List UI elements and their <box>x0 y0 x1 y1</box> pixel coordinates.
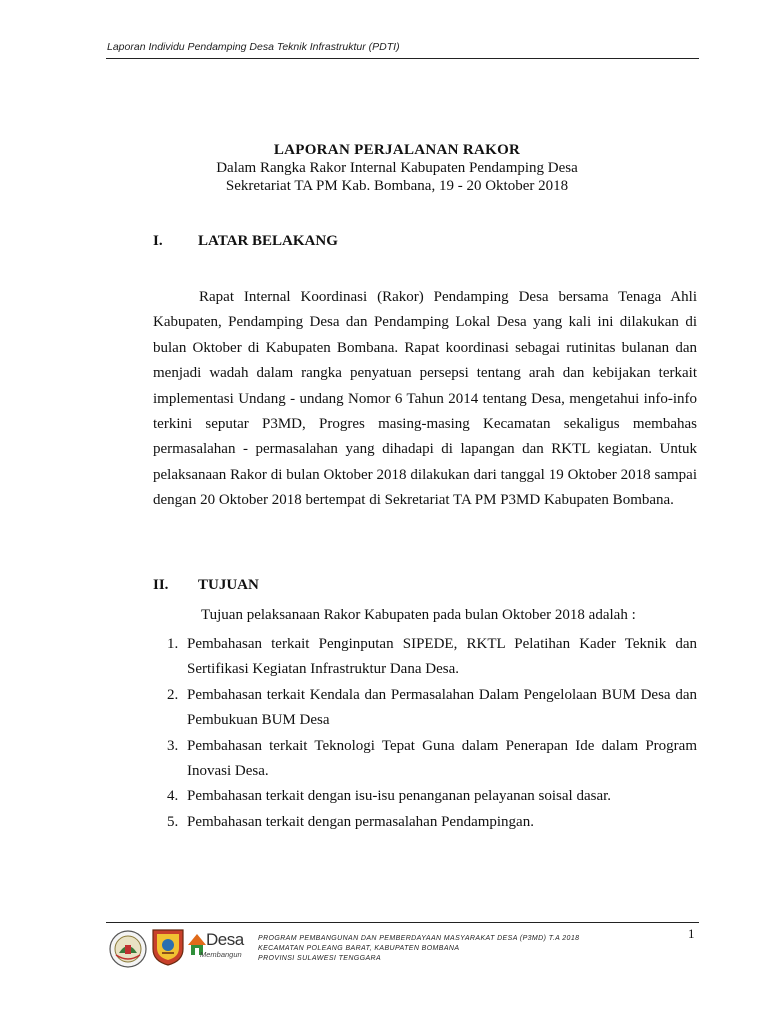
section-1-heading: LATAR BELAKANG <box>198 233 338 249</box>
document-subtitle-1: Dalam Rangka Rakor Internal Kabupaten Pendamping Desa <box>216 160 578 176</box>
list-item-number: 3. <box>167 737 179 754</box>
list-item <box>153 683 697 734</box>
list-item-number: 5. <box>167 813 179 830</box>
logo-subtext: Membangun <box>200 950 242 959</box>
section-2-heading: TUJUAN <box>198 577 259 593</box>
list-item <box>153 810 697 835</box>
list-item-number: 1. <box>167 636 179 652</box>
running-header: Laporan Individu Pendamping Desa Teknik Infrastruktur (PDTI) <box>107 41 400 53</box>
footer-line-1: PROGRAM PEMBANGUNAN DAN PEMBERDAYAAN MASYARAKAT DESA (P3MD) T.A 2018 <box>258 935 580 942</box>
footer-line-2: KECAMATAN POLEANG BARAT, KABUPATEN BOMBANA <box>258 945 460 952</box>
document-subtitle-2: Sekretariat TA PM Kab. Bombana, 19 - 20 Oktober 2018 <box>225 178 569 194</box>
list-item <box>153 632 697 683</box>
objectives-list <box>153 632 697 835</box>
list-item-text: Pembahasan terkait Teknologi Tepat Guna dalam Penerapan Ide dalam Program Inovasi Desa. <box>187 737 697 780</box>
list-item-text: Pembahasan terkait dengan permasalahan Pendampingan. <box>187 813 534 830</box>
document-title-block <box>0 141 768 195</box>
header-rule <box>106 58 699 59</box>
desa-membangun-logo <box>186 928 242 968</box>
footer-rule <box>106 922 699 923</box>
document-title: LAPORAN PERJALANAN RAKOR <box>273 142 521 158</box>
list-item <box>153 784 697 809</box>
section-2-intro: Tujuan pelaksanaan Rakor Kabupaten pada bulan Oktober 2018 adalah : <box>201 607 636 623</box>
logo-word: Desa <box>206 930 244 949</box>
list-item <box>153 734 697 785</box>
footer-text <box>258 934 579 964</box>
footer-line-3: PROVINSI SULAWESI TENGGARA <box>258 955 382 962</box>
section-1-paragraph: Rapat Internal Koordinasi (Rakor) Pendamping Desa bersama Tenaga Ahli Kabupaten, Pendamping Desa dan Pendamping Lokal Desa yang kali ini dilakukan di bulan Oktober di Kabupaten Bombana. Rapat koordinasi sebagai rutinitas bulanan dan menjadi wadah dalam rangka penyatuan persepsi tentang arah dan kebijakan terkait implementasi Undang - undang Nomor 6 Tahun 2014 tentang Desa, mengetahui info-info terkini seputar P3MD, Progres masing-masing Kecamatan sekaligus membahas permasalahan - permasalahan yang dihadapi di lapangan dan RKTL kegiatan. Untuk pelaksanaan Rakor di bulan Oktober 2018 dilakukan dari tanggal 19 Oktober 2018 sampai dengan 20 Oktober 2018 bertempat di Sekretariat TA PM P3MD Kabupaten Bombana. <box>153 289 697 509</box>
kemendesa-logo-icon <box>108 929 148 969</box>
section-2-number: II. <box>153 577 169 593</box>
list-item-text: Pembahasan terkait Kendala dan Permasalahan Dalam Pengelolaan BUM Desa dan Pembukuan BUM Desa <box>187 686 697 729</box>
bombana-emblem-icon <box>150 927 186 967</box>
list-item-number: 4. <box>167 788 179 805</box>
section-1-number: I. <box>153 233 163 249</box>
page-number: 1 <box>688 926 695 941</box>
list-item-text: Pembahasan terkait Penginputan SIPEDE, RKTL Pelatihan Kader Teknik dan Sertifikasi Kegiatan Infrastruktur Dana Desa. <box>187 636 697 678</box>
list-item-text: Pembahasan terkait dengan isu-isu penanganan pelayanan soisal dasar. <box>187 788 612 805</box>
list-item-number: 2. <box>167 686 179 703</box>
